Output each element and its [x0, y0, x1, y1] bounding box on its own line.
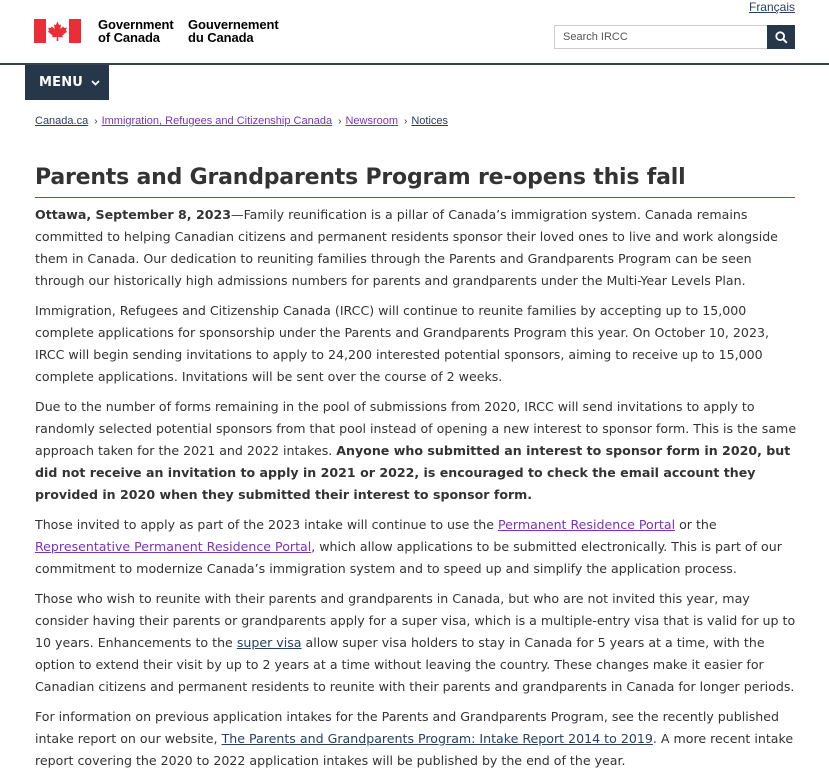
- article-body: [35, 204, 797, 778]
- breadcrumb-ircc[interactable]: Immigration, Refugees and Citizenship Canada: [101, 115, 333, 127]
- pool-bold-notice: Anyone who submitted an interest to sponsor form in 2020, but did not receive an invitation to apply in 2021 or 2022, is encouraged to check the email account they provided in 2020 when they submitted their interest to sponsor form.: [35, 443, 791, 502]
- portal-text-b: or the: [675, 517, 717, 532]
- paragraph-super-visa: [35, 588, 797, 698]
- permanent-residence-portal-link[interactable]: Permanent Residence Portal: [498, 517, 676, 532]
- paragraph-intro: [35, 204, 797, 292]
- menu-button[interactable]: [25, 65, 109, 100]
- intake-text-a: For information on previous application intakes for the Parents and Grandparents Program, see the recently published intake report on our website,: [35, 709, 780, 746]
- portal-text-c: , which allow applications to be submitted electronically. This is part of our commitment to modernize Canada’s immigration system and to speed up and simplify the application process.: [35, 539, 782, 576]
- chevron-right-icon: ›: [404, 115, 408, 127]
- breadcrumb-newsroom[interactable]: Newsroom: [345, 115, 399, 127]
- pool-text: Due to the number of forms remaining in the pool of submissions from 2020, IRCC will send invitations to apply to randomly selected potential sponsors from that pool instead of opening a new interest to sponsor form. This is the same approach taken for the 2021 and 2022 intakes.: [35, 399, 797, 458]
- language-toggle-link[interactable]: Français: [748, 0, 795, 14]
- search-icon: [775, 31, 788, 44]
- intake-text-b: . A more recent intake report covering the 2020 to 2022 application intakes will be published by the end of the year.: [35, 731, 794, 768]
- breadcrumb-canada[interactable]: Canada.ca: [35, 115, 89, 127]
- paragraph-portal: [35, 514, 797, 580]
- super-visa-text-a: Those who wish to reunite with their parents and grandparents in Canada, but who are not invited this year, may consider having their parents or grandparents apply for a super visa, which is a multiple-entry visa that is valid for up to 10 years. Enhancements to the: [35, 591, 796, 650]
- chevron-down-icon: [91, 80, 100, 86]
- signature-en-line1: Government: [98, 17, 174, 32]
- portal-text-a: Those invited to apply as part of the 2023 intake will continue to use the: [35, 517, 498, 532]
- header-divider: [0, 63, 829, 65]
- intake-report-link[interactable]: The Parents and Grandparents Program: Intake Report 2014 to 2019: [221, 731, 653, 746]
- signature-fr-line1: Gouvernement: [188, 17, 279, 32]
- search-button[interactable]: [767, 25, 795, 49]
- page-title: Parents and Grandparents Program re-opens this fall: [35, 165, 686, 190]
- representative-pr-portal-link[interactable]: Representative Permanent Residence Portal: [35, 539, 312, 554]
- signature-fr-line2: du Canada: [188, 30, 254, 45]
- breadcrumb: [35, 115, 448, 127]
- chevron-right-icon: ›: [94, 115, 98, 127]
- breadcrumb-notices[interactable]: Notices: [411, 115, 449, 127]
- paragraph-intake-report: [35, 706, 797, 772]
- canada-flag-icon: [34, 19, 81, 43]
- super-visa-text-b: allow super visa holders to stay in Canada for 5 years at a time, with the option to extend their visit by up to 2 years at a time without leaving the country. These changes make it easier for Canadian citizens and permanent residents to reunite with their parents and grandparents in Canada for longer periods.: [35, 635, 795, 694]
- search-input[interactable]: [554, 25, 767, 49]
- site-header: [0, 0, 829, 64]
- intro-text: —Family reunification is a pillar of Canada’s immigration system. Canada remains committed to helping Canadian citizens and permanent residents sponsor their loved ones to live and work alongside them in Canada. Our dedication to reuniting families through the Parents and Grandparents Program can be seen through our historically high admissions numbers for parents and grandparents under the Multi-Year Levels Plan.: [35, 207, 778, 288]
- search-form: [554, 25, 795, 49]
- super-visa-link[interactable]: super visa: [236, 635, 302, 650]
- menu-label: MENU: [39, 75, 84, 90]
- signature-french: [188, 18, 279, 44]
- paragraph-pool: [35, 396, 797, 506]
- signature-english: [98, 18, 174, 44]
- signature-en-line2: of Canada: [98, 30, 160, 45]
- title-underline: [35, 197, 795, 198]
- dateline: Ottawa, September 8, 2023: [35, 207, 231, 222]
- paragraph-ircc: Immigration, Refugees and Citizenship Canada (IRCC) will continue to reunite families by accepting up to 15,000 complete applications for sponsorship under the Parents and Grandparents Program this year. On October 10, 2023, IRCC will begin sending invitations to apply to 24,200 interested potential sponsors, aiming to receive up to 15,000 complete applications. Invitations will be sent over the course of 2 weeks.: [35, 303, 769, 384]
- chevron-right-icon: ›: [338, 115, 342, 127]
